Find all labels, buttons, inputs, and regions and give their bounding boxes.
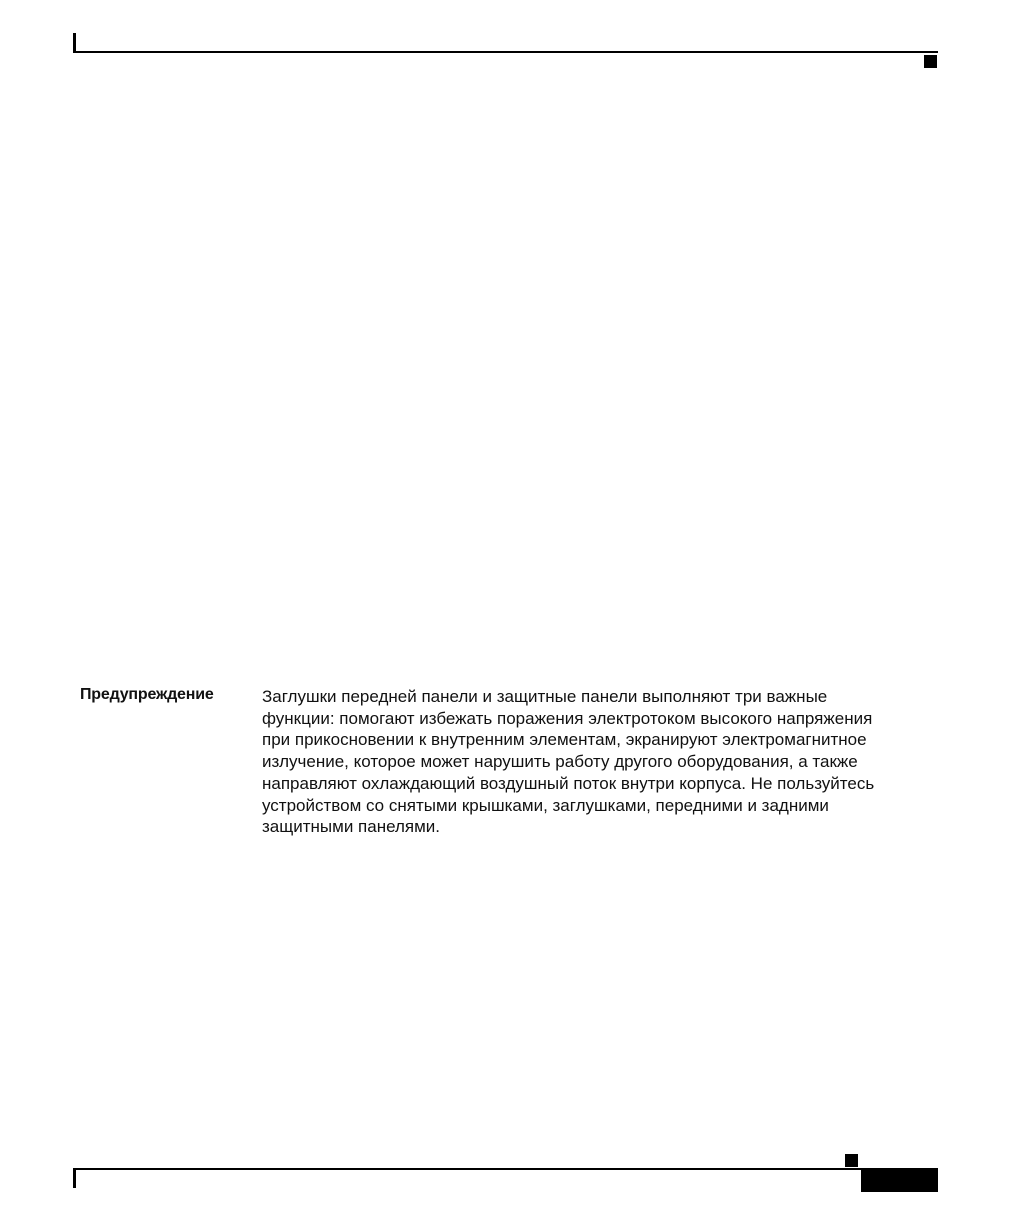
warning-line: при прикосновении к внутренним элементам, экранируют электромагнитное — [262, 730, 867, 750]
footer-page-tab — [861, 1170, 938, 1192]
footer-margin-tick — [73, 1168, 76, 1188]
warning-line: функции: помогают избежать поражения электротоком высокого напряжения — [262, 708, 873, 728]
header-corner-marker — [924, 55, 937, 68]
warning-label: Предупреждение — [80, 686, 214, 703]
warning-line: устройством со снятыми крышками, заглушками, передними и задними — [262, 795, 829, 815]
footer-rule — [73, 1168, 938, 1170]
warning-line: защитными панелями. — [262, 817, 441, 837]
warning-line: направляют охлаждающий воздушный поток внутри корпуса. Не пользуйтесь — [262, 773, 875, 793]
warning-line: излучение, которое может нарушить работу другого оборудования, а также — [262, 752, 858, 772]
header-rule — [73, 51, 938, 53]
header-margin-tick — [73, 33, 76, 53]
warning-line: Заглушки передней панели и защитные панели выполняют три важные — [262, 687, 828, 706]
warning-text — [262, 686, 912, 838]
footer-corner-marker — [845, 1154, 858, 1167]
